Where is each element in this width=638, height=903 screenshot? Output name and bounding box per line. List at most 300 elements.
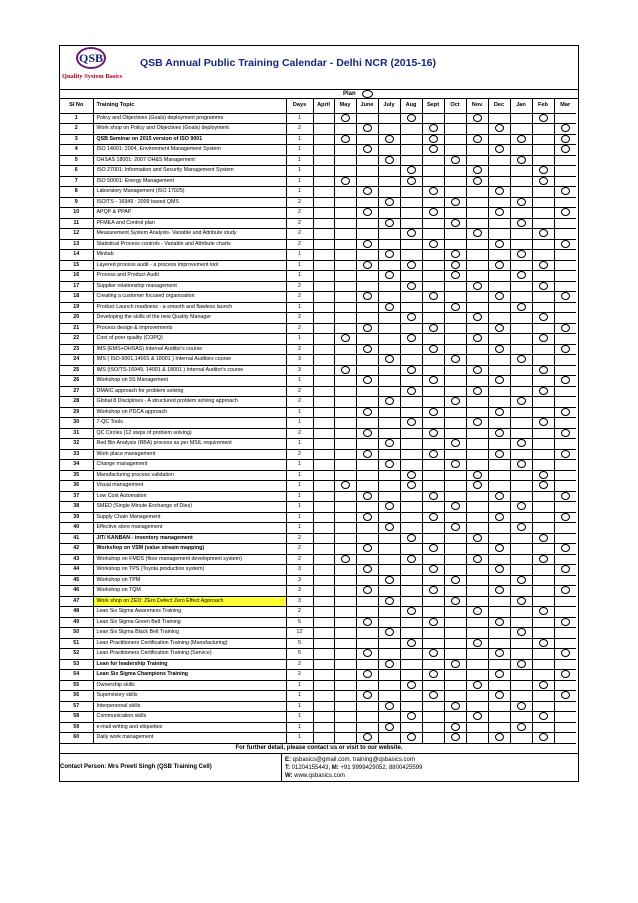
training-days: 1	[286, 722, 313, 733]
month-cell	[400, 481, 422, 492]
month-cell	[444, 208, 466, 219]
month-cell	[466, 481, 488, 492]
month-cell	[356, 607, 378, 618]
month-cell	[510, 113, 532, 124]
month-cell	[554, 502, 576, 513]
plan-circle-icon	[407, 534, 416, 542]
row-number: 1	[60, 113, 93, 124]
plan-circle-icon	[407, 712, 416, 720]
training-topic: Developing the skills of the new Quality Manager	[93, 313, 286, 324]
month-cell	[510, 155, 532, 166]
month-cell	[488, 554, 510, 565]
month-cell	[334, 292, 356, 303]
month-cell	[422, 113, 444, 124]
plan-circle-icon	[495, 670, 504, 678]
plan-circle-icon	[451, 271, 460, 279]
month-cell	[488, 155, 510, 166]
row-number: 26	[60, 376, 93, 387]
plan-circle-icon	[539, 334, 548, 342]
month-cell	[532, 208, 554, 219]
table-row	[60, 176, 598, 187]
month-cell	[313, 575, 334, 586]
month-cell	[510, 124, 532, 135]
month-cell	[422, 449, 444, 460]
month-cell	[532, 502, 554, 513]
month-cell	[400, 376, 422, 387]
training-topic: Lean Six Sigma Champions Training	[93, 670, 286, 681]
month-cell	[356, 680, 378, 691]
month-cell	[334, 376, 356, 387]
month-cell	[554, 628, 576, 639]
month-cell	[334, 250, 356, 261]
table-row	[60, 712, 598, 723]
month-cell	[532, 239, 554, 250]
month-cell	[334, 649, 356, 660]
month-cell	[334, 722, 356, 733]
month-cell	[510, 323, 532, 334]
month-cell	[510, 250, 532, 261]
month-cell	[466, 649, 488, 660]
month-cell	[378, 313, 400, 324]
month-cell	[444, 292, 466, 303]
month-cell	[334, 628, 356, 639]
month-cell	[444, 334, 466, 345]
month-cell	[334, 134, 356, 145]
contact-email-line: E: qsbasics@gmail.com, training@qsbasics.com	[285, 756, 415, 763]
month-cell	[444, 533, 466, 544]
plan-circle-icon	[495, 292, 504, 300]
month-cell	[313, 281, 334, 292]
month-cell	[466, 397, 488, 408]
plan-circle-icon	[407, 607, 416, 615]
plan-circle-icon	[385, 660, 394, 668]
row-number: 60	[60, 733, 93, 744]
plan-circle-icon	[473, 639, 482, 647]
row-number: 42	[60, 544, 93, 555]
month-cell	[378, 512, 400, 523]
training-days: 1	[286, 145, 313, 156]
month-cell	[422, 197, 444, 208]
training-topic: Work shop on Policy and Objectives (Goals) deployment	[93, 124, 286, 135]
month-cell	[378, 491, 400, 502]
plan-circle-icon	[517, 135, 526, 143]
training-topic: Interpersonal skills	[93, 701, 286, 712]
plan-circle-icon	[517, 219, 526, 227]
plan-circle-icon	[451, 733, 460, 741]
month-cell	[334, 596, 356, 607]
month-cell	[356, 586, 378, 597]
month-cell	[510, 680, 532, 691]
month-cell	[422, 481, 444, 492]
month-cell	[510, 628, 532, 639]
month-cell	[554, 365, 576, 376]
month-cell	[554, 617, 576, 628]
month-cell	[356, 418, 378, 429]
row-number: 56	[60, 691, 93, 702]
col-header-month: Sept	[422, 99, 444, 113]
month-cell	[510, 596, 532, 607]
month-cell	[488, 271, 510, 282]
plan-circle-icon	[362, 90, 373, 98]
plan-circle-icon	[429, 240, 438, 248]
table-row	[60, 649, 598, 660]
plan-circle-icon	[451, 261, 460, 269]
training-topic: Communication skills	[93, 712, 286, 723]
table-row	[60, 701, 598, 712]
month-cell	[532, 124, 554, 135]
month-cell	[532, 628, 554, 639]
month-cell	[444, 239, 466, 250]
month-cell	[488, 365, 510, 376]
month-cell	[378, 449, 400, 460]
month-cell	[378, 691, 400, 702]
month-cell	[554, 512, 576, 523]
plan-circle-icon	[561, 240, 570, 248]
table-row	[60, 607, 598, 618]
month-cell	[356, 250, 378, 261]
month-cell	[532, 166, 554, 177]
month-cell	[444, 166, 466, 177]
plan-circle-icon	[495, 586, 504, 594]
month-cell	[313, 439, 334, 450]
training-days: 1	[286, 523, 313, 534]
training-days: 1	[286, 481, 313, 492]
training-topic: Workshop on PDCA approach	[93, 407, 286, 418]
row-number: 32	[60, 439, 93, 450]
month-cell	[400, 502, 422, 513]
month-cell	[488, 187, 510, 198]
training-days: 1	[286, 418, 313, 429]
plan-circle-icon	[363, 492, 372, 500]
month-cell	[510, 659, 532, 670]
plan-circle-icon	[363, 733, 372, 741]
month-cell	[313, 208, 334, 219]
month-cell	[422, 229, 444, 240]
month-cell	[400, 533, 422, 544]
row-number: 28	[60, 397, 93, 408]
plan-circle-icon	[451, 660, 460, 668]
month-cell	[422, 302, 444, 313]
month-cell	[378, 470, 400, 481]
training-topic: Lean Practitioners Certification Training (Manufacturing)	[93, 638, 286, 649]
month-cell	[400, 491, 422, 502]
page-title: QSB Annual Public Training Calendar - Delhi NCR (2015-16)	[140, 57, 436, 69]
contact-email[interactable]: qsbasics@gmail.com, training@qsbasics.com	[292, 756, 415, 763]
month-cell	[313, 659, 334, 670]
row-number: 29	[60, 407, 93, 418]
month-cell	[444, 134, 466, 145]
plan-circle-icon	[495, 733, 504, 741]
month-cell	[466, 544, 488, 555]
training-days: 1	[286, 470, 313, 481]
month-cell	[400, 281, 422, 292]
month-cell	[313, 565, 334, 576]
month-cell	[356, 176, 378, 187]
table-row	[60, 302, 598, 313]
month-cell	[356, 292, 378, 303]
month-cell	[510, 544, 532, 555]
plan-circle-icon	[495, 187, 504, 195]
month-cell	[444, 323, 466, 334]
plan-circle-icon	[561, 691, 570, 699]
month-cell	[466, 271, 488, 282]
month-cell	[466, 596, 488, 607]
month-cell	[334, 523, 356, 534]
plan-circle-icon	[561, 513, 570, 521]
plan-circle-icon	[451, 355, 460, 363]
month-cell	[488, 649, 510, 660]
month-cell	[334, 323, 356, 334]
month-cell	[422, 145, 444, 156]
training-topic: Process design & improvements	[93, 323, 286, 334]
training-topic: DMAIC approach for problem solving	[93, 386, 286, 397]
month-cell	[510, 386, 532, 397]
month-cell	[378, 281, 400, 292]
month-cell	[466, 722, 488, 733]
row-number: 20	[60, 313, 93, 324]
plan-circle-icon	[407, 481, 416, 489]
month-cell	[422, 334, 444, 345]
plan-circle-icon	[451, 219, 460, 227]
training-days: 1	[286, 302, 313, 313]
month-cell	[466, 512, 488, 523]
month-cell	[422, 470, 444, 481]
month-cell	[466, 575, 488, 586]
plan-circle-icon	[495, 261, 504, 269]
table-row	[60, 134, 598, 145]
month-cell	[400, 691, 422, 702]
month-cell	[334, 533, 356, 544]
month-cell	[554, 302, 576, 313]
training-rows	[60, 113, 598, 743]
training-topic: Measurement System Analysis- Variable and Attribute study	[93, 229, 286, 240]
month-cell	[400, 596, 422, 607]
month-cell	[444, 229, 466, 240]
month-cell	[488, 596, 510, 607]
month-cell	[532, 523, 554, 534]
month-cell	[400, 407, 422, 418]
month-cell	[422, 397, 444, 408]
month-cell	[510, 271, 532, 282]
month-cell	[313, 187, 334, 198]
plan-circle-icon	[561, 450, 570, 458]
month-cell	[334, 176, 356, 187]
row-number: 30	[60, 418, 93, 429]
month-cell	[400, 512, 422, 523]
col-header-month: June	[356, 99, 378, 113]
month-cell	[488, 313, 510, 324]
month-cell	[422, 313, 444, 324]
training-topic: Process and Product Audit	[93, 271, 286, 282]
plan-circle-icon	[451, 250, 460, 258]
month-cell	[488, 113, 510, 124]
plan-circle-icon	[473, 313, 482, 321]
training-days: 1	[286, 712, 313, 723]
month-cell	[444, 712, 466, 723]
plan-circle-icon	[385, 597, 394, 605]
month-cell	[532, 512, 554, 523]
plan-circle-icon	[495, 208, 504, 216]
training-days: 5	[286, 649, 313, 660]
month-cell	[510, 208, 532, 219]
month-cell	[466, 554, 488, 565]
month-cell	[466, 470, 488, 481]
month-cell	[334, 701, 356, 712]
month-cell	[313, 449, 334, 460]
training-days: 1	[286, 376, 313, 387]
month-cell	[400, 575, 422, 586]
training-topic: ISO 14001: 2004, Environment Management System	[93, 145, 286, 156]
month-cell	[466, 386, 488, 397]
contact-website[interactable]: www.qsbasics.com	[294, 772, 345, 779]
month-cell	[356, 344, 378, 355]
month-cell	[554, 691, 576, 702]
logo-tagline: Quality System Basics	[62, 73, 123, 80]
plan-circle-icon	[539, 282, 548, 290]
month-cell	[466, 302, 488, 313]
plan-circle-icon	[473, 114, 482, 122]
month-cell	[378, 533, 400, 544]
month-cell	[334, 334, 356, 345]
month-cell	[532, 302, 554, 313]
month-cell	[422, 124, 444, 135]
plan-circle-icon	[429, 324, 438, 332]
month-cell	[356, 439, 378, 450]
month-cell	[510, 407, 532, 418]
month-cell	[400, 649, 422, 660]
month-cell	[554, 680, 576, 691]
plan-circle-icon	[539, 114, 548, 122]
plan-circle-icon	[385, 355, 394, 363]
plan-circle-icon	[517, 198, 526, 206]
month-cell	[334, 260, 356, 271]
month-cell	[400, 670, 422, 681]
plan-circle-icon	[495, 618, 504, 626]
plan-circle-icon	[429, 376, 438, 384]
month-cell	[378, 155, 400, 166]
row-number: 8	[60, 187, 93, 198]
month-cell	[554, 491, 576, 502]
month-cell	[444, 260, 466, 271]
row-number: 3	[60, 134, 93, 145]
training-topic: ISO/TS - 16949 : 2009 based QMS	[93, 197, 286, 208]
month-cell	[313, 134, 334, 145]
month-cell	[488, 407, 510, 418]
plan-circle-icon	[539, 712, 548, 720]
plan-circle-icon	[539, 313, 548, 321]
row-number: 51	[60, 638, 93, 649]
month-cell	[400, 166, 422, 177]
training-days: 2	[286, 229, 313, 240]
month-cell	[422, 281, 444, 292]
training-days: 2	[286, 533, 313, 544]
month-cell	[313, 628, 334, 639]
training-topic: Visual management	[93, 481, 286, 492]
month-cell	[554, 197, 576, 208]
training-days: 1	[286, 176, 313, 187]
month-cell	[422, 523, 444, 534]
month-cell	[510, 523, 532, 534]
plan-circle-icon	[407, 334, 416, 342]
month-cell	[334, 386, 356, 397]
month-cell	[488, 670, 510, 681]
contact-details	[282, 754, 578, 781]
plan-circle-icon	[407, 229, 416, 237]
month-cell	[554, 733, 576, 744]
table-row	[60, 323, 598, 334]
plan-circle-icon	[451, 502, 460, 510]
month-cell	[313, 260, 334, 271]
month-cell	[356, 670, 378, 681]
table-row	[60, 113, 598, 124]
month-cell	[532, 376, 554, 387]
plan-circle-icon	[429, 124, 438, 132]
month-cell	[466, 218, 488, 229]
plan-circle-icon	[539, 681, 548, 689]
month-cell	[554, 544, 576, 555]
month-cell	[444, 176, 466, 187]
plan-circle-icon	[363, 292, 372, 300]
month-cell	[400, 638, 422, 649]
month-cell	[510, 239, 532, 250]
month-cell	[378, 502, 400, 513]
month-cell	[554, 397, 576, 408]
month-cell	[313, 607, 334, 618]
month-cell	[334, 302, 356, 313]
training-days: 1	[286, 691, 313, 702]
month-cell	[444, 365, 466, 376]
month-cell	[444, 302, 466, 313]
plan-circle-icon	[341, 366, 350, 374]
month-cell	[488, 512, 510, 523]
plan-circle-icon	[451, 439, 460, 447]
training-days: 2	[286, 218, 313, 229]
month-cell	[356, 334, 378, 345]
month-cell	[466, 323, 488, 334]
training-days: 2	[286, 670, 313, 681]
month-cell	[356, 218, 378, 229]
plan-circle-icon	[429, 208, 438, 216]
training-days: 1	[286, 460, 313, 471]
plan-circle-icon	[473, 334, 482, 342]
month-cell	[334, 481, 356, 492]
plan-circle-icon	[473, 712, 482, 720]
month-cell	[532, 575, 554, 586]
month-cell	[488, 680, 510, 691]
plan-circle-icon	[495, 429, 504, 437]
month-cell	[356, 281, 378, 292]
month-cell	[444, 554, 466, 565]
month-cell	[422, 344, 444, 355]
month-cell	[334, 187, 356, 198]
month-cell	[510, 649, 532, 660]
plan-circle-icon	[561, 544, 570, 552]
month-cell	[444, 281, 466, 292]
month-cell	[313, 145, 334, 156]
month-cell	[378, 113, 400, 124]
training-days: 1	[286, 701, 313, 712]
month-cell	[313, 638, 334, 649]
plan-circle-icon	[517, 271, 526, 279]
month-cell	[334, 166, 356, 177]
month-cell	[356, 239, 378, 250]
row-number: 38	[60, 502, 93, 513]
table-row	[60, 229, 598, 240]
month-cell	[313, 712, 334, 723]
month-cell	[356, 544, 378, 555]
plan-circle-icon	[407, 418, 416, 426]
month-cell	[313, 386, 334, 397]
